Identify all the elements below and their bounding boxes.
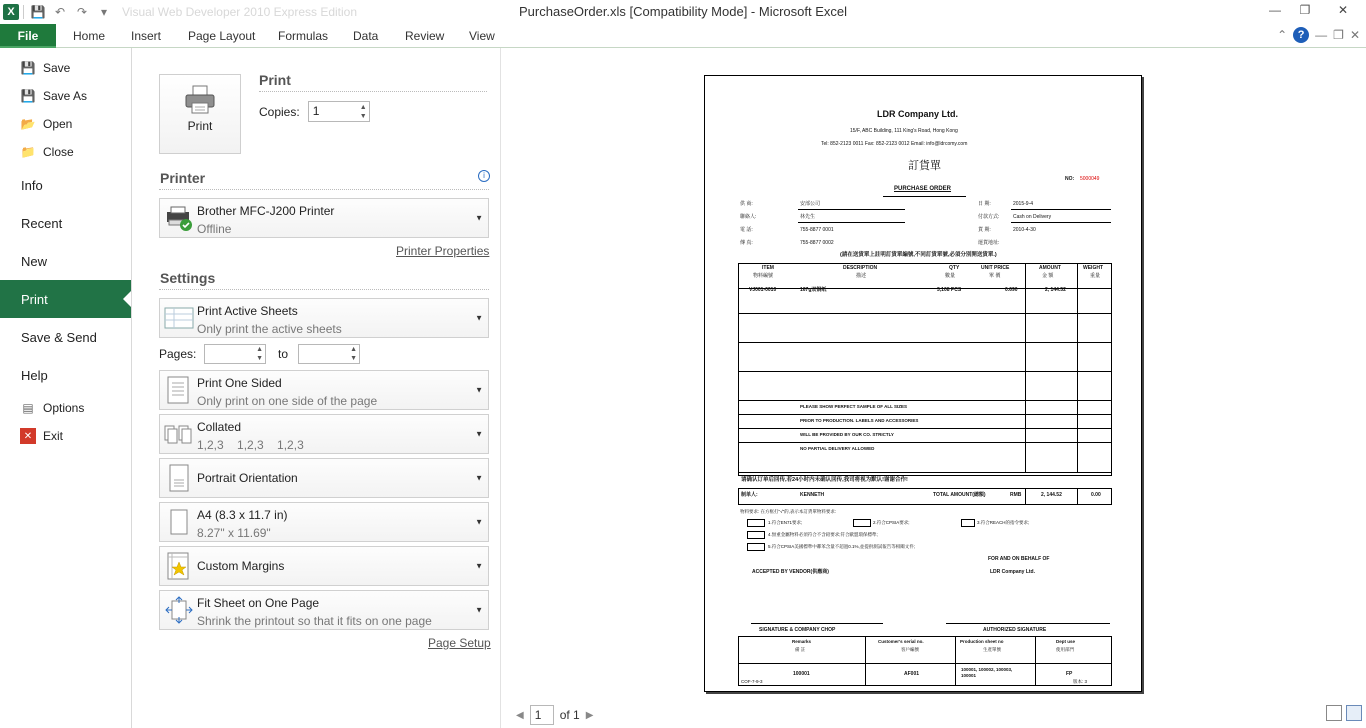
backstage-help[interactable]: Help <box>21 367 48 383</box>
copies-spinner[interactable] <box>308 101 370 122</box>
scaling-title: Fit Sheet on One Page <box>197 596 320 610</box>
doc-req2: 2.符合CPSIA要求; <box>873 520 910 525</box>
doc-r-price: 0.690 <box>1005 287 1018 293</box>
printer-properties-link[interactable]: Printer Properties <box>396 244 490 258</box>
options-icon: ▤ <box>22 401 34 415</box>
chevron-down-icon: ▼ <box>475 561 483 571</box>
divider <box>259 91 487 92</box>
chevron-down-icon: ▼ <box>475 429 483 439</box>
items-table <box>738 263 1112 476</box>
settings-heading: Settings <box>160 270 216 286</box>
doc-confirm: 请确认订单后回传,若24小时内未确认回传,我司将视为默认!谢谢合作! <box>741 477 908 483</box>
print-button-label: Print <box>187 119 213 133</box>
doc-r-qty: 3,108 PCS <box>937 287 962 293</box>
doc-f-dept-cn: 使用部門 <box>1056 647 1074 652</box>
margins-dropdown[interactable] <box>159 546 489 586</box>
page-setup-link[interactable]: Page Setup <box>428 636 491 650</box>
collated-title: Collated <box>197 420 242 434</box>
scaling-dropdown[interactable] <box>159 590 489 630</box>
backstage-nav <box>0 48 132 728</box>
print-button[interactable] <box>159 74 241 154</box>
doc-f-prod: Production sheet no <box>960 639 1004 644</box>
print-what-title: Print Active Sheets <box>197 304 298 318</box>
rule <box>1077 488 1078 505</box>
paper-title: A4 (8.3 x 11.7 in) <box>197 508 288 522</box>
preview-page <box>704 75 1142 692</box>
req5-checkbox <box>747 543 765 551</box>
ghost-window-title: Visual Web Developer 2010 Express Edition <box>122 5 358 19</box>
doc-f-serial-cn: 客戶編號 <box>901 647 919 652</box>
doc-title-en: PURCHASE ORDER <box>894 186 952 192</box>
orientation-title: Portrait Orientation <box>197 471 298 485</box>
tab-insert[interactable]: Insert <box>131 29 162 43</box>
doc-f-remarks: Remarks <box>792 639 812 644</box>
doc-h-qty: QTY <box>949 265 960 271</box>
doc-no-value: 5000049 <box>1080 176 1100 182</box>
rule <box>738 313 1112 314</box>
doc-total-weight: 0.00 <box>1091 492 1101 498</box>
doc-r-desc: 167g双铜纸 <box>800 287 827 293</box>
printer-icon <box>184 85 216 115</box>
doc-form-code: COF-7-9-3 <box>741 679 763 684</box>
sided-sub: Only print on one side of the page <box>197 394 378 408</box>
rule <box>1077 263 1078 472</box>
backstage-print[interactable]: Print <box>0 280 131 318</box>
previous-page-icon[interactable]: ◀ <box>516 709 524 721</box>
req1-checkbox <box>747 519 765 527</box>
spinner-arrows-icon[interactable]: ▲ ▼ <box>256 346 263 362</box>
page-number-value[interactable]: 1 <box>534 708 542 722</box>
save-icon[interactable]: 💾 <box>30 5 46 19</box>
doc-version: 版本: 3 <box>1073 679 1088 684</box>
margins-title: Custom Margins <box>197 559 285 573</box>
doc-h-price: UNIT PRICE <box>981 265 1010 271</box>
open-folder-icon: 📂 <box>20 117 36 131</box>
tab-data[interactable]: Data <box>353 29 379 43</box>
to-label: to <box>278 347 289 361</box>
doc-req4: 4.無重金屬物料必須符合不含鉛要求;符合歐盟環保標準; <box>768 532 878 537</box>
page-navigator <box>516 705 593 725</box>
close-folder-icon: 📁 <box>20 145 36 159</box>
save-as-icon: 💾 <box>20 89 36 103</box>
req2-checkbox <box>853 519 871 527</box>
doc-req3: 3.符合REACH的指令要求; <box>977 520 1030 525</box>
doc-req5: 5.符合CPSIA美國標準中鄰苯含量不超過0.1%,並提供測試報告等相關文件; <box>768 544 916 549</box>
doc-behalf2: LDR Company Ltd. <box>990 569 1035 575</box>
collated-sub: 1,2,3 1,2,3 1,2,3 <box>197 438 304 452</box>
rule <box>798 222 905 223</box>
workbook-close-icon[interactable]: ✕ <box>1349 28 1360 42</box>
pages-row <box>159 344 360 364</box>
tab-page-layout[interactable]: Page Layout <box>188 29 256 43</box>
doc-h-price-cn: 單 價 <box>989 273 1001 279</box>
rule <box>1025 263 1026 472</box>
printer-dropdown[interactable] <box>159 198 489 238</box>
title-bar <box>0 0 1366 24</box>
backstage-close-label: Close <box>43 145 74 159</box>
close-icon[interactable]: ✕ <box>1337 3 1349 17</box>
doc-v-prod: 100001, 100002, 100003, 100001 <box>961 667 1013 678</box>
chevron-down-icon: ▼ <box>475 517 483 527</box>
doc-total-label: TOTAL AMOUNT(總額) <box>933 492 986 498</box>
doc-note2: PRIOR TO PRODUCTION. LABELS AND ACCESSORIES <box>800 418 919 423</box>
divider <box>159 289 489 290</box>
doc-date-label: 日 期: <box>978 201 991 207</box>
backstage-save-send[interactable]: Save & Send <box>21 329 97 345</box>
chevron-down-icon: ▼ <box>475 385 483 395</box>
doc-total-currency: RMB <box>1010 492 1022 498</box>
doc-contact-label: 聯絡人: <box>740 214 757 220</box>
rule <box>1025 488 1026 505</box>
doc-h-weight: WEIGHT <box>1083 265 1103 271</box>
rule <box>738 414 1112 415</box>
rule <box>1011 209 1111 210</box>
page-number-input[interactable] <box>530 705 554 725</box>
chevron-down-icon: ▼ <box>475 473 483 483</box>
spinner-arrows-icon[interactable]: ▲ ▼ <box>359 104 367 120</box>
help-icon[interactable]: ? <box>1293 27 1309 43</box>
print-heading: Print <box>259 72 291 88</box>
copies-label: Copies: <box>259 104 300 119</box>
doc-h-desc: DESCRIPTION <box>843 265 878 271</box>
minimize-ribbon-icon[interactable]: ⌃ <box>1277 28 1288 42</box>
doc-supplier-value: 安部公司 <box>800 201 821 207</box>
tab-review[interactable]: Review <box>405 29 445 43</box>
rule <box>865 636 866 686</box>
one-sided-icon <box>164 376 194 404</box>
printer-status: Offline <box>197 222 232 236</box>
doc-v-remarks: 100001 <box>793 671 810 677</box>
rule <box>798 209 905 210</box>
doc-date-value: 2015-9-4 <box>1013 201 1034 207</box>
tab-formulas[interactable]: Formulas <box>278 29 329 43</box>
minimize-icon[interactable]: — <box>1269 3 1281 17</box>
doc-v-dept: FP <box>1066 671 1073 677</box>
tab-view[interactable]: View <box>469 29 495 43</box>
orientation-dropdown[interactable] <box>159 458 489 498</box>
doc-maker-value: KENNETH <box>800 492 825 498</box>
rule <box>883 196 966 197</box>
doc-supplier-label: 供 商: <box>740 201 753 207</box>
workbook-restore-icon[interactable]: ❐ <box>1333 28 1344 42</box>
doc-h-amount: AMOUNT <box>1039 265 1061 271</box>
doc-f-prod-cn: 生產單號 <box>983 647 1001 652</box>
doc-note3: WILL BE PROVIDED BY OUR CO. STRICTLY <box>800 432 894 437</box>
print-preview-pane <box>502 48 1366 728</box>
show-margins-icon[interactable] <box>1326 705 1342 721</box>
doc-sig-right: AUTHORIZED SIGNATURE <box>983 627 1047 633</box>
chevron-down-icon: ▼ <box>475 313 483 323</box>
req3-checkbox <box>961 519 975 527</box>
doc-r-amount: 2, 144.52 <box>1045 287 1066 293</box>
doc-tel-label: 電 話: <box>740 227 753 233</box>
doc-h-item: ITEM <box>762 265 774 271</box>
sided-dropdown[interactable] <box>159 370 489 410</box>
printer-name: Brother MFC-J200 Printer <box>197 204 335 218</box>
doc-f-dept: Dept use <box>1056 639 1076 644</box>
doc-sig-left: SIGNATURE & COMPANY CHOP <box>759 627 836 633</box>
ribbon-tabs <box>0 24 1366 48</box>
rule <box>738 371 1112 372</box>
excel-logo-icon[interactable]: X <box>3 4 19 20</box>
doc-behalf1: FOR AND ON BEHALF OF <box>988 556 1050 562</box>
doc-accepted: ACCEPTED BY VENDOR(供應商) <box>752 569 829 575</box>
backstage-save-label: Save <box>43 61 71 75</box>
doc-h-desc-cn: 描述 <box>856 273 867 279</box>
doc-f-remarks-cn: 備 註 <box>795 647 806 652</box>
tab-home[interactable]: Home <box>73 29 106 43</box>
printer-heading: Printer <box>160 170 206 186</box>
pages-from-spinner[interactable] <box>204 344 266 364</box>
backstage-open-label: Open <box>43 117 73 131</box>
backstage-save-as-label: Save As <box>43 89 88 103</box>
window-controls <box>1260 0 1366 20</box>
redo-icon[interactable]: ↷ <box>76 5 88 19</box>
rule <box>738 472 1112 473</box>
doc-contact: Tel: 852-2123 0011 Fax: 852-2123 0012 Email: info@ldrcomy.com <box>821 141 968 147</box>
doc-delivery-value: 2010-4-30 <box>1013 227 1036 233</box>
backstage-close[interactable] <box>0 138 131 166</box>
rule <box>946 623 1110 624</box>
doc-note4: NO PARTIAL DELIVERY ALLOWED <box>800 446 875 451</box>
doc-r-item: VJ001-0010 <box>749 287 777 293</box>
rule <box>751 623 883 624</box>
doc-h-weight-cn: 重量 <box>1090 273 1101 279</box>
tab-file[interactable]: File <box>0 24 56 48</box>
backstage-open[interactable] <box>0 110 131 138</box>
paper-sub: 8.27" x 11.69" <box>197 526 271 540</box>
doc-maker-label: 制单人: <box>741 492 758 498</box>
copies-value[interactable]: 1 <box>312 104 320 118</box>
doc-v-serial: AF001 <box>904 671 920 677</box>
doc-fax-label: 傳 真: <box>740 240 753 246</box>
doc-h-amount-cn: 金 額 <box>1042 273 1054 279</box>
save-icon: 💾 <box>20 61 36 75</box>
sided-title: Print One Sided <box>197 376 282 390</box>
doc-company: LDR Company Ltd. <box>877 109 958 119</box>
req4-checkbox <box>747 531 765 539</box>
backstage-new[interactable]: New <box>21 253 48 269</box>
doc-fax-value: 755-8877 0002 <box>800 240 834 246</box>
backstage-info[interactable]: Info <box>21 177 43 193</box>
rule <box>738 663 1112 664</box>
backstage-exit[interactable] <box>0 422 131 450</box>
doc-req1: 1.符合EN71要求; <box>768 520 803 525</box>
doc-tel-value: 755-8877 0001 <box>800 227 834 233</box>
portrait-icon <box>164 464 194 492</box>
restore-icon[interactable]: ❐ <box>1299 3 1311 17</box>
collated-dropdown[interactable] <box>159 414 489 454</box>
chevron-down-icon: ▼ <box>475 213 483 223</box>
customize-toolbar-icon[interactable]: ▾ <box>100 5 108 19</box>
doc-delivery-label: 貨 期: <box>978 227 991 233</box>
backstage-save-as[interactable] <box>0 82 131 110</box>
rule <box>1011 222 1111 223</box>
doc-h-item-cn: 物料編號 <box>753 273 774 279</box>
rule <box>738 442 1112 443</box>
doc-contact-value: 林先生 <box>800 214 816 220</box>
rule <box>738 428 1112 429</box>
doc-pay-value: Cash on Delivery <box>1013 214 1052 220</box>
paper-size-dropdown[interactable] <box>159 502 489 542</box>
paper-icon <box>164 508 194 536</box>
doc-title-cn: 訂貨單 <box>908 160 941 172</box>
spinner-arrows-icon[interactable]: ▲ ▼ <box>350 346 358 362</box>
print-what-sub: Only print the active sheets <box>197 322 342 336</box>
preview-view-buttons <box>1326 705 1362 721</box>
backstage-save[interactable] <box>0 54 131 82</box>
print-what-dropdown[interactable] <box>159 298 489 338</box>
pages-to-spinner[interactable] <box>298 344 360 364</box>
rule <box>738 342 1112 343</box>
sheets-icon <box>164 304 194 332</box>
doc-req-title: 物料要求: 在方框打"√"的,表示本訂貨單物料要求: <box>740 509 837 514</box>
exit-icon: ✕ <box>20 428 36 444</box>
custom-margins-icon <box>164 552 194 580</box>
next-page-icon[interactable]: ▶ <box>585 709 594 721</box>
undo-icon[interactable]: ↶ <box>54 5 66 19</box>
rule <box>1035 636 1036 686</box>
rule <box>738 400 1112 401</box>
backstage-options-label: Options <box>43 401 85 415</box>
backstage-options[interactable] <box>0 394 131 422</box>
pages-label: Pages: <box>159 347 197 361</box>
copies-row <box>259 101 370 122</box>
backstage-recent[interactable]: Recent <box>21 215 63 231</box>
ribbon-right-controls <box>1277 27 1360 43</box>
doc-ship-label: 運貨地址: <box>978 240 1000 246</box>
doc-total-value: 2, 144.52 <box>1041 492 1062 498</box>
print-settings-panel <box>133 48 501 728</box>
doc-notice: (請在送貨單上註明訂貨單編號,不同訂貨單號,必須分別開送貨單.) <box>840 252 997 258</box>
zoom-to-page-icon[interactable] <box>1346 705 1362 721</box>
chevron-down-icon: ▼ <box>475 605 483 615</box>
doc-note1: PLEASE SHOW PERFECT SAMPLE OF ALL SIZES <box>800 404 908 409</box>
window-title: PurchaseOrder.xls [Compatibility Mode] - Microsoft Excel <box>519 4 847 19</box>
workbook-minimize-icon[interactable]: — <box>1315 28 1328 42</box>
fit-sheet-icon <box>164 596 194 624</box>
backstage-exit-label: Exit <box>43 429 64 443</box>
rule <box>955 636 956 686</box>
doc-f-serial: Customer's serial no. <box>878 639 924 644</box>
doc-address: 15/F, ABC Building, 111 King's Road, Hong Kong <box>850 128 958 134</box>
printer-status-icon <box>164 204 194 232</box>
doc-pay-label: 付款方式: <box>978 214 1000 220</box>
page-count-label: of 1 <box>559 708 580 722</box>
divider <box>159 189 489 190</box>
doc-h-qty-cn: 數量 <box>945 273 956 279</box>
scaling-sub: Shrink the printout so that it fits on one page <box>197 614 432 628</box>
info-icon[interactable]: i <box>478 170 490 182</box>
collated-icon <box>164 420 194 448</box>
doc-no-label: NO: <box>1065 176 1075 182</box>
